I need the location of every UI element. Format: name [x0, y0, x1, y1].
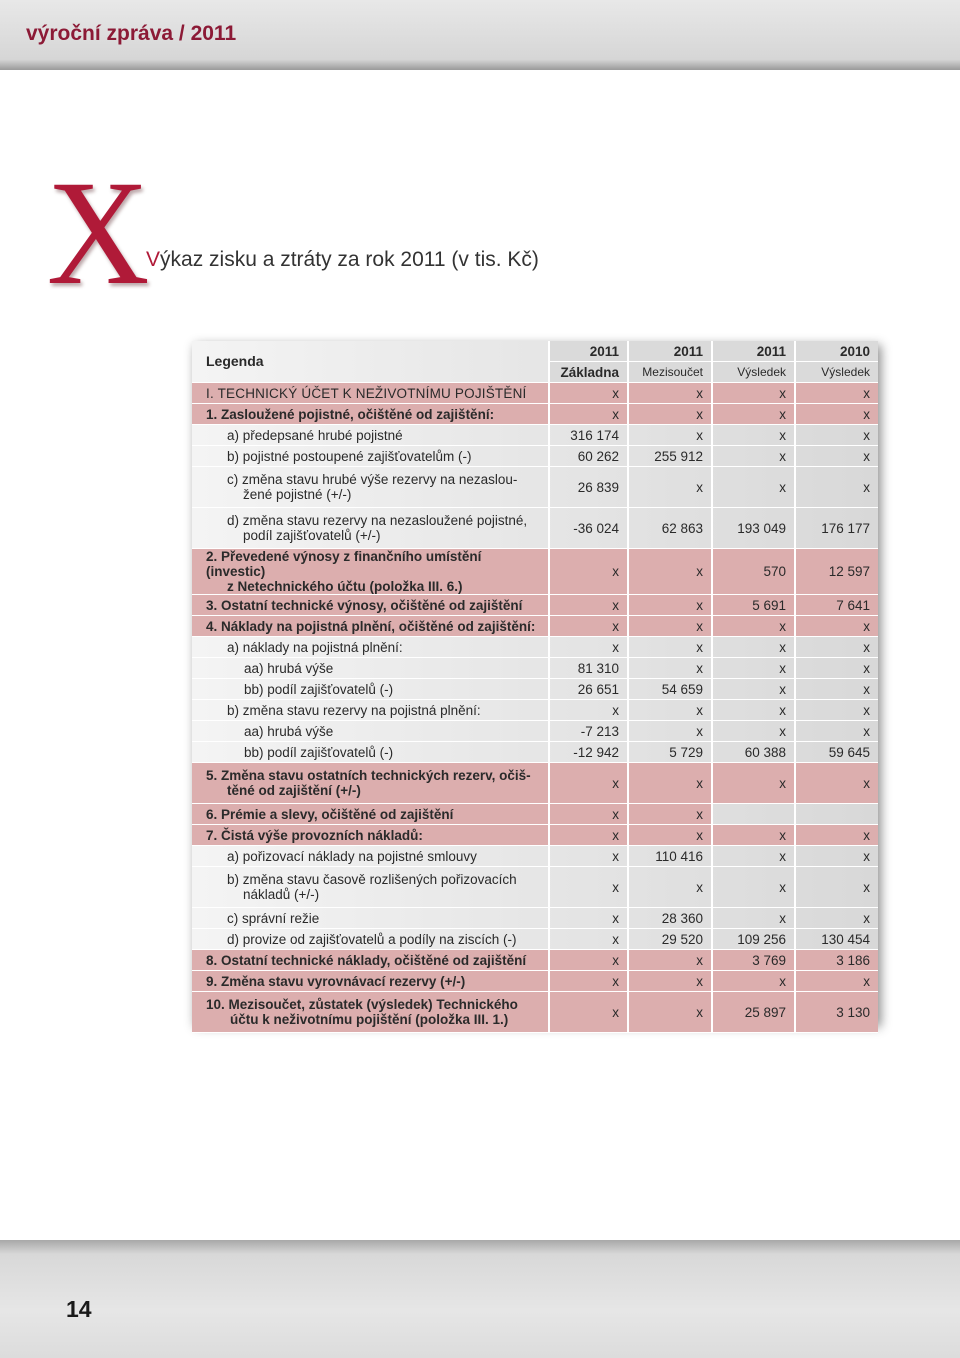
value-cell: x: [548, 383, 627, 404]
table-row: [192, 846, 878, 867]
value-cell: x: [711, 825, 794, 846]
value-cell: x: [548, 616, 627, 637]
row-label: I. TECHNICKÝ ÚČET K NEŽIVOTNÍMU POJIŠTĚNÍ: [192, 383, 548, 404]
table-row: [192, 908, 878, 929]
value-cell: 26 651: [548, 679, 627, 700]
value-cell: 12 597: [794, 549, 878, 595]
value-cell: x: [794, 908, 878, 929]
year-cell: 2010: [794, 341, 878, 362]
legend-label: Legenda: [192, 341, 548, 383]
row-label-line: 10. Mezisoučet, zůstatek (výsledek) Technického: [206, 997, 518, 1012]
value-cell: x: [548, 700, 627, 721]
value-cell: x: [794, 425, 878, 446]
year-cell: 2011: [711, 341, 794, 362]
income-statement-table: [192, 341, 878, 1027]
value-cell: x: [627, 595, 711, 616]
value-cell: x: [711, 763, 794, 804]
value-cell: x: [627, 700, 711, 721]
table-row: [192, 700, 878, 721]
table-row: [192, 804, 878, 825]
value-cell: x: [794, 637, 878, 658]
value-cell: x: [548, 549, 627, 595]
row-label: a) předepsané hrubé pojistné: [192, 425, 548, 446]
value-cell: x: [794, 721, 878, 742]
value-cell: x: [627, 658, 711, 679]
value-cell: x: [711, 700, 794, 721]
value-cell: x: [627, 383, 711, 404]
report-title: [146, 248, 539, 272]
value-cell: x: [794, 971, 878, 992]
value-cell: x: [548, 950, 627, 971]
value-cell: x: [794, 679, 878, 700]
row-label: bb) podíl zajišťovatelů (-): [192, 679, 548, 700]
value-cell: 130 454: [794, 929, 878, 950]
row-label-line: z Netechnického účtu (položka III. 6.): [227, 579, 463, 594]
value-cell: x: [548, 908, 627, 929]
value-cell: x: [794, 846, 878, 867]
row-label: [192, 992, 548, 1033]
row-label: a) náklady na pojistná plnění:: [192, 637, 548, 658]
row-label: [192, 763, 548, 804]
row-label: b) změna stavu rezervy na pojistná plnění:: [192, 700, 548, 721]
table-row: [192, 825, 878, 846]
report-title-text: ýkaz zisku a ztráty za rok 2011 (v tis. Kč): [160, 248, 539, 271]
row-label: [192, 867, 548, 908]
value-cell: x: [627, 950, 711, 971]
chapter-letter: X: [46, 150, 150, 316]
value-cell: -12 942: [548, 742, 627, 763]
row-label-line: žené pojistné (+/-): [243, 487, 352, 502]
value-cell: x: [711, 971, 794, 992]
value-cell: x: [548, 595, 627, 616]
value-cell: 255 912: [627, 446, 711, 467]
value-cell: 60 262: [548, 446, 627, 467]
table-row: [192, 467, 878, 508]
table-row: [192, 446, 878, 467]
value-cell: -36 024: [548, 508, 627, 549]
table-row: [192, 742, 878, 763]
row-label: 1. Zasloužené pojistné, očištěné od zajištění:: [192, 404, 548, 425]
row-label: 3. Ostatní technické výnosy, očištěné od zajištění: [192, 595, 548, 616]
row-label-line: nákladů (+/-): [243, 887, 320, 902]
value-cell: 3 130: [794, 992, 878, 1033]
value-cell: x: [548, 846, 627, 867]
value-cell: 81 310: [548, 658, 627, 679]
value-cell: 3 769: [711, 950, 794, 971]
value-cell: x: [627, 971, 711, 992]
row-label: 9. Změna stavu vyrovnávací rezervy (+/-): [192, 971, 548, 992]
value-cell: x: [711, 383, 794, 404]
value-cell: x: [794, 867, 878, 908]
value-cell: 7 641: [794, 595, 878, 616]
table-row: [192, 950, 878, 971]
table-row: [192, 383, 878, 404]
row-label-line: podíl zajišťovatelů (+/-): [243, 528, 381, 543]
row-label: aa) hrubá výše: [192, 721, 548, 742]
table-row: [192, 679, 878, 700]
value-cell: x: [794, 763, 878, 804]
value-cell: 60 388: [711, 742, 794, 763]
table-row: [192, 763, 878, 804]
row-label-line: d) změna stavu rezervy na nezasloužené pojistné,: [227, 513, 528, 528]
value-cell: x: [794, 616, 878, 637]
value-cell: 29 520: [627, 929, 711, 950]
row-label: d) provize od zajišťovatelů a podíly na ziscích (-): [192, 929, 548, 950]
value-cell: x: [794, 700, 878, 721]
row-label: bb) podíl zajišťovatelů (-): [192, 742, 548, 763]
value-cell: 109 256: [711, 929, 794, 950]
value-cell: x: [548, 763, 627, 804]
value-cell: x: [627, 804, 711, 825]
table-row: [192, 549, 878, 595]
value-cell: x: [711, 446, 794, 467]
year-cell: 2011: [548, 341, 627, 362]
value-cell: x: [711, 404, 794, 425]
value-cell: x: [794, 467, 878, 508]
value-cell: x: [627, 425, 711, 446]
table-row: [192, 508, 878, 549]
value-cell: 110 416: [627, 846, 711, 867]
value-cell: x: [548, 992, 627, 1033]
value-cell: x: [548, 404, 627, 425]
row-label: 6. Prémie a slevy, očištěné od zajištění: [192, 804, 548, 825]
table-row: [192, 637, 878, 658]
row-label: a) pořizovací náklady na pojistné smlouvy: [192, 846, 548, 867]
value-cell: 176 177: [794, 508, 878, 549]
value-cell: x: [548, 929, 627, 950]
value-cell: [794, 804, 878, 825]
column-header: Základna: [548, 362, 627, 383]
report-title-initial: V: [146, 248, 161, 271]
row-label-line: 2. Převedené výnosy z finančního umístění (investic): [206, 549, 482, 579]
value-cell: x: [711, 616, 794, 637]
row-label-line: těné od zajištění (+/-): [227, 783, 361, 798]
row-label: [192, 467, 548, 508]
row-label: 7. Čistá výše provozních nákladů:: [192, 825, 548, 846]
value-cell: 570: [711, 549, 794, 595]
value-cell: x: [711, 867, 794, 908]
value-cell: x: [627, 992, 711, 1033]
footer-bar: [0, 1240, 960, 1358]
value-cell: x: [711, 908, 794, 929]
value-cell: x: [794, 383, 878, 404]
row-label: c) správní režie: [192, 908, 548, 929]
value-cell: x: [711, 846, 794, 867]
row-label-line: c) změna stavu hrubé výše rezervy na nezaslou-: [227, 472, 518, 487]
row-label: [192, 549, 548, 595]
value-cell: x: [794, 404, 878, 425]
value-cell: 5 729: [627, 742, 711, 763]
value-cell: x: [548, 867, 627, 908]
value-cell: 59 645: [794, 742, 878, 763]
value-cell: x: [548, 804, 627, 825]
value-cell: x: [711, 658, 794, 679]
value-cell: -7 213: [548, 721, 627, 742]
value-cell: x: [711, 467, 794, 508]
value-cell: 62 863: [627, 508, 711, 549]
row-label-line: účtu k neživotnímu pojištění (položka III. 1.): [230, 1012, 509, 1027]
value-cell: x: [627, 549, 711, 595]
value-cell: x: [627, 763, 711, 804]
row-label: aa) hrubá výše: [192, 658, 548, 679]
column-header: Výsledek: [794, 362, 878, 383]
value-cell: 5 691: [711, 595, 794, 616]
table-row: [192, 425, 878, 446]
page-number: 14: [66, 1296, 92, 1322]
row-label: 8. Ostatní technické náklady, očištěné od zajištění: [192, 950, 548, 971]
value-cell: 54 659: [627, 679, 711, 700]
table-header-years: [192, 341, 878, 362]
value-cell: x: [711, 637, 794, 658]
table-row: [192, 658, 878, 679]
value-cell: x: [627, 404, 711, 425]
value-cell: x: [627, 616, 711, 637]
value-cell: x: [627, 825, 711, 846]
value-cell: x: [794, 446, 878, 467]
value-cell: 3 186: [794, 950, 878, 971]
year-cell: 2011: [627, 341, 711, 362]
row-label: b) pojistné postoupené zajišťovatelům (-): [192, 446, 548, 467]
value-cell: x: [627, 637, 711, 658]
value-cell: x: [627, 867, 711, 908]
value-cell: [711, 804, 794, 825]
value-cell: 26 839: [548, 467, 627, 508]
row-label: 4. Náklady na pojistná plnění, očištěné od zajištění:: [192, 616, 548, 637]
value-cell: 28 360: [627, 908, 711, 929]
value-cell: x: [794, 658, 878, 679]
table-row: [192, 595, 878, 616]
value-cell: x: [627, 721, 711, 742]
table-row: [192, 867, 878, 908]
value-cell: x: [627, 467, 711, 508]
value-cell: 25 897: [711, 992, 794, 1033]
value-cell: x: [711, 679, 794, 700]
value-cell: x: [548, 971, 627, 992]
row-label-line: 5. Změna stavu ostatních technických rezerv, očiš-: [206, 768, 531, 783]
value-cell: x: [711, 721, 794, 742]
value-cell: x: [548, 825, 627, 846]
value-cell: x: [711, 425, 794, 446]
table-row: [192, 721, 878, 742]
row-label: [192, 508, 548, 549]
row-label-line: b) změna stavu časově rozlišených pořizovacích: [227, 872, 517, 887]
table-row: [192, 992, 878, 1033]
value-cell: 193 049: [711, 508, 794, 549]
table-row: [192, 971, 878, 992]
table-row: [192, 616, 878, 637]
table-row: [192, 404, 878, 425]
table-row: [192, 929, 878, 950]
column-header: Mezisoučet: [627, 362, 711, 383]
header-bar: [0, 0, 960, 70]
column-header: Výsledek: [711, 362, 794, 383]
header-title: výroční zpráva / 2011: [26, 22, 237, 45]
value-cell: x: [548, 637, 627, 658]
value-cell: x: [794, 825, 878, 846]
value-cell: 316 174: [548, 425, 627, 446]
